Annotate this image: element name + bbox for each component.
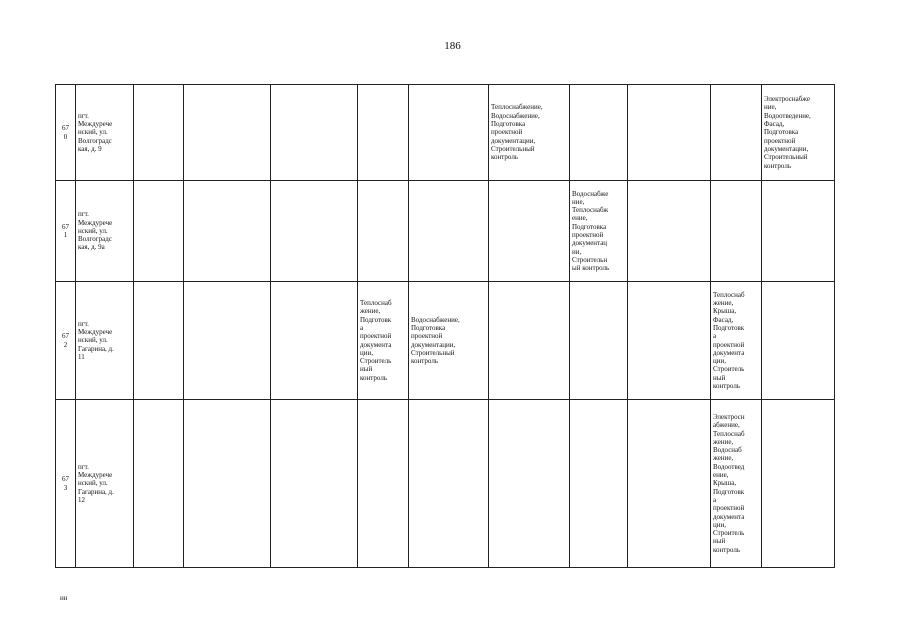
- empty-cell: [134, 400, 184, 568]
- empty-cell: [271, 282, 358, 400]
- row-number: 67 2: [56, 282, 76, 400]
- page-number: 186: [444, 40, 461, 52]
- works-cell: Теплоснаб жение, Крыша, Фасад, Подготовк а проектной документа ции, Строитель ный контроль: [711, 282, 762, 400]
- empty-cell: [184, 85, 271, 181]
- empty-cell: [570, 400, 628, 568]
- empty-cell: [762, 282, 835, 400]
- empty-cell: [409, 181, 489, 282]
- row-number: 67 3: [56, 400, 76, 568]
- empty-cell: [570, 282, 628, 400]
- empty-cell: [134, 282, 184, 400]
- works-cell: Водоснабже ние, Теплоснабж ение, Подготовка проектной документац ии, Строительн ый контроль: [570, 181, 628, 282]
- works-cell: Электросн абжение, Теплоснаб жение, Водоснаб жение, Водоотвед ение, Крыша, Подготовк а проектной документа ции, Строитель ный контроль: [711, 400, 762, 568]
- empty-cell: [570, 85, 628, 181]
- table-row: [56, 282, 835, 400]
- empty-cell: [358, 181, 409, 282]
- empty-cell: [358, 400, 409, 568]
- empty-cell: [628, 181, 711, 282]
- empty-cell: [271, 181, 358, 282]
- table-row: [56, 181, 835, 282]
- empty-cell: [762, 400, 835, 568]
- empty-cell: [184, 282, 271, 400]
- row-number: 67 0: [56, 85, 76, 181]
- empty-cell: [628, 400, 711, 568]
- program-table: [55, 84, 835, 568]
- empty-cell: [489, 400, 570, 568]
- empty-cell: [271, 400, 358, 568]
- empty-cell: [628, 85, 711, 181]
- empty-cell: [489, 181, 570, 282]
- table-row: [56, 400, 835, 568]
- works-cell: Водоснабжение, Подготовка проектной документации, Строительный контроль: [409, 282, 489, 400]
- address-cell: пгт. Междурече нский, ул. Волгоградс кая, д. 9: [76, 85, 134, 181]
- empty-cell: [184, 400, 271, 568]
- empty-cell: [184, 181, 271, 282]
- empty-cell: [762, 181, 835, 282]
- empty-cell: [134, 181, 184, 282]
- table-row: [56, 85, 835, 181]
- works-cell: Электроснабже ние, Водоотведение, Фасад, Подготовка проектной документации, Строительный контроль: [762, 85, 835, 181]
- empty-cell: [358, 85, 409, 181]
- empty-cell: [711, 85, 762, 181]
- empty-cell: [271, 85, 358, 181]
- works-cell: Теплоснабжение, Водоснабжение, Подготовка проектной документации, Строительный контроль: [489, 85, 570, 181]
- address-cell: пгт. Междурече нский, ул. Гагарина, д. 12: [76, 400, 134, 568]
- footer-mark: нн: [60, 594, 68, 602]
- empty-cell: [409, 400, 489, 568]
- empty-cell: [489, 282, 570, 400]
- address-cell: пгт. Междурече нский, ул. Гагарина, д. 11: [76, 282, 134, 400]
- empty-cell: [409, 85, 489, 181]
- empty-cell: [711, 181, 762, 282]
- works-cell: Теплоснаб жение, Подготовк а проектной документа ции, Строитель ный контроль: [358, 282, 409, 400]
- empty-cell: [134, 85, 184, 181]
- address-cell: пгт. Междурече нский, ул. Волгоградс кая, д. 9а: [76, 181, 134, 282]
- empty-cell: [628, 282, 711, 400]
- row-number: 67 1: [56, 181, 76, 282]
